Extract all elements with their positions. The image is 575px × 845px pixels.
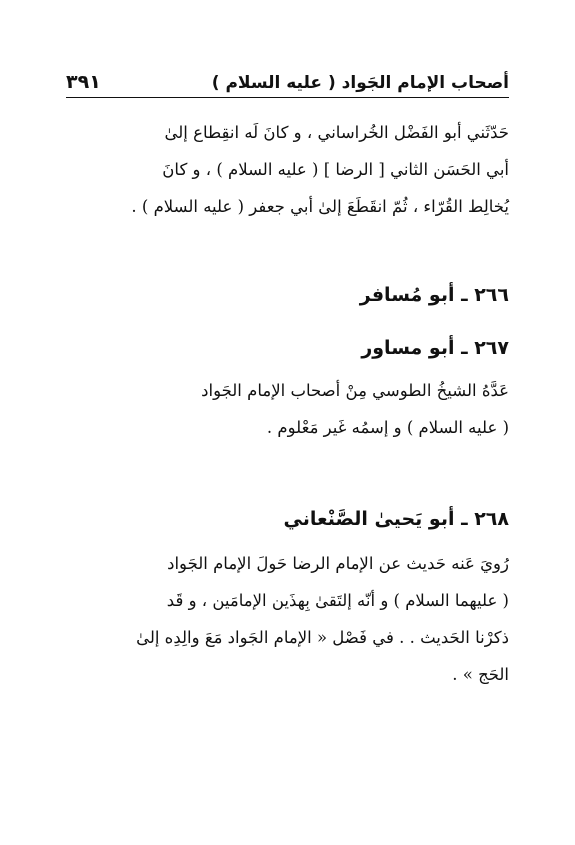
- entry-heading: [66, 508, 509, 530]
- entry-separator: ـ: [454, 337, 475, 359]
- entry-heading-266: [66, 284, 509, 306]
- text-line: حَدّثَني أبو الفَضْل الخُراساني ، و كانَ لَه انقِطاع إلىٰ: [164, 123, 509, 142]
- entry-number: ٢٦٧: [474, 337, 509, 359]
- page-number: ٣٩١: [66, 71, 101, 93]
- entry-heading-267: [66, 337, 509, 359]
- running-title: أصحاب الإمام الجَواد ( عليه السلام ): [211, 73, 509, 93]
- page-header: [66, 58, 509, 98]
- text-line: ( عليهما السلام ) و أنّه إلتَقىٰ بِهذَين الإمامَين ، و قَد: [166, 591, 509, 610]
- entry-heading-268: [66, 508, 509, 530]
- entry-number: ٢٦٨: [474, 508, 509, 530]
- entry-name: أبو مساور: [361, 337, 455, 359]
- entry-body-268: [66, 545, 509, 693]
- text-line: ( عليه السلام ) و إسمُه غَير مَعْلوم .: [266, 418, 509, 437]
- entry-name: أبو يَحيىٰ الصَّنْعاني: [283, 508, 455, 530]
- text-line: يُخالِط القُرّاء ، ثُمّ انقَطَعَ إلىٰ أبي جعفر ( عليه السلام ) .: [131, 197, 509, 216]
- entry-number: ٢٦٦: [474, 284, 509, 306]
- text-line: الحَج » .: [452, 665, 509, 684]
- text-line: ذكرْنا الحَديث . . في فَصْل « الإمام الجَواد مَعَ والِدِه إلىٰ: [136, 628, 509, 647]
- entry-name: أبو مُسافر: [359, 284, 455, 306]
- text-line: أبي الحَسَن الثاني [ الرضا ] ( عليه السلام ) ، و كانَ: [162, 160, 509, 179]
- entry-separator: ـ: [454, 284, 475, 306]
- entry-separator: ـ: [454, 508, 475, 530]
- entry-body-267: [66, 372, 509, 446]
- text-line: رُويَ عَنه حَديث عن الإمام الرضا حَولَ الإمام الجَواد: [167, 554, 509, 573]
- text-line: عَدَّهُ الشيخُ الطوسي مِنْ أصحاب الإمام الجَواد: [201, 381, 509, 400]
- paragraph-khurasani: [66, 114, 509, 225]
- entry-heading: [66, 337, 509, 359]
- entry-heading: [66, 284, 509, 306]
